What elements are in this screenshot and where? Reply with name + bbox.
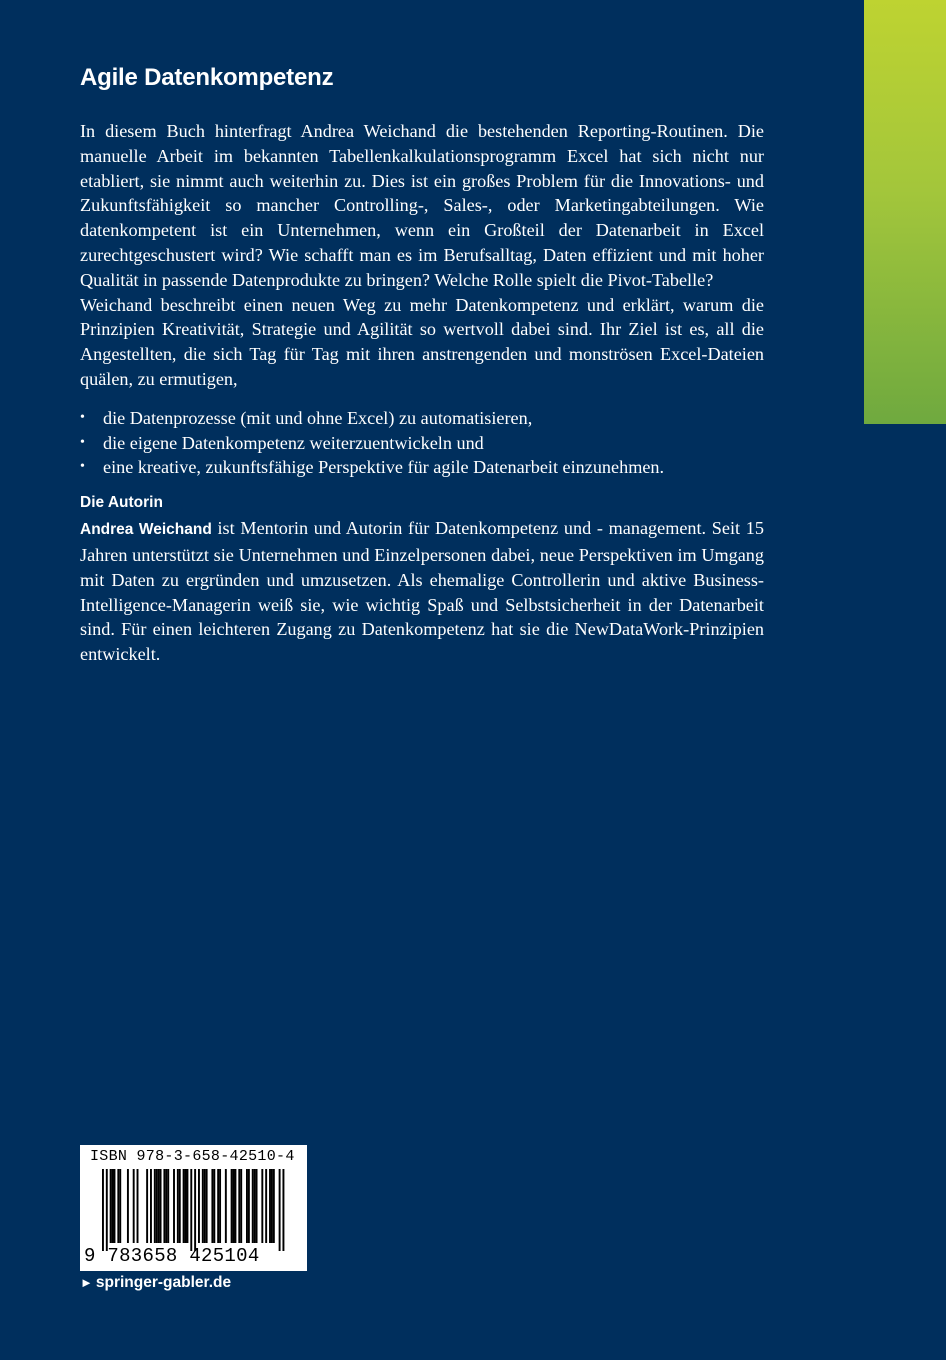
list-item: • eine kreative, zukunftsfähige Perspektive für agile Datenarbeit einzunehmen. bbox=[80, 455, 764, 480]
barcode-guard-bar bbox=[282, 1169, 284, 1251]
barcode-bar bbox=[219, 1169, 221, 1243]
list-item: • die eigene Datenkompetenz weiterzuentwickeln und bbox=[80, 431, 764, 456]
barcode-bar bbox=[117, 1169, 119, 1243]
author-bio: Andrea Weichand ist Mentorin und Autorin für Datenkompetenz und - management. Seit 15 Jahren unterstützt sie Unternehmen und Einzelpersonen dabei, neue Perspektiven im Umgang mit Daten zu ergründen und umzusetzen. Als ehemalige Controllerin und aktive Business-Intelligence-Managerin weiß sie, wie wichtig Spaß und Selbstsicherheit in der Datenarbeit sind. Für einen leichteren Zugang zu Datenkompetenz hat sie die NewDataWork-Prinzipien entwickelt. bbox=[80, 518, 764, 665]
barcode-bar bbox=[137, 1169, 139, 1243]
barcode-bar bbox=[183, 1169, 185, 1243]
barcode-guard-bar bbox=[190, 1169, 192, 1251]
barcode-bar bbox=[133, 1169, 135, 1243]
barcode-bar bbox=[213, 1169, 215, 1243]
barcode-bar bbox=[234, 1169, 236, 1243]
author-heading: Die Autorin bbox=[80, 494, 163, 512]
barcode-bar bbox=[158, 1169, 160, 1243]
barcode-bar bbox=[246, 1169, 248, 1243]
barcode-bar bbox=[119, 1169, 121, 1243]
list-item: • die Datenprozesse (mit und ohne Excel) zu automatisieren, bbox=[80, 406, 764, 431]
barcode-bar bbox=[114, 1169, 116, 1243]
paragraph-intro: In diesem Buch hinterfragt Andrea Weichand die bestehenden Reporting-Routinen. Die manuelle Arbeit im bekannten Tabellenkalkulationsprogramm Excel hat sich nicht nur etabliert, sie nimmt auch weiterhin zu. Dies ist ein großes Problem für die Innovations- und Zukunftsfähigkeit so mancher Controlling-, Sales-, oder Marketingabteilungen. Wie datenkompetent ist ein Unternehmen, wenn ein Großteil der Datenarbeit in Excel zurechtgeschustert wird? Wie schafft man es im Berufsalltag, Daten effizient und mit hoher Qualität in passende Datenprodukte zu bringen? Welche Rolle spielt die Pivot-Tabelle? bbox=[80, 121, 764, 290]
barcode-bar bbox=[154, 1169, 156, 1243]
barcode-bar bbox=[206, 1169, 208, 1243]
barcode-bar bbox=[269, 1169, 271, 1243]
barcode-bar bbox=[240, 1169, 242, 1243]
barcode-bar bbox=[256, 1169, 258, 1243]
bullet-icon: • bbox=[80, 409, 85, 425]
barcode-bar bbox=[252, 1169, 254, 1243]
barcode-bar bbox=[273, 1169, 275, 1243]
barcode-bar bbox=[238, 1169, 240, 1243]
barcode-bar bbox=[186, 1169, 188, 1243]
barcode-bar bbox=[231, 1169, 233, 1243]
accent-color-bar bbox=[864, 0, 946, 424]
barcode-guard-bar bbox=[106, 1169, 108, 1251]
barcode-bar bbox=[233, 1169, 235, 1243]
barcode-bar bbox=[217, 1169, 219, 1243]
barcode-bar bbox=[156, 1169, 158, 1243]
barcode-bar bbox=[211, 1169, 213, 1243]
barcode-bar bbox=[248, 1169, 250, 1243]
isbn-label: ISBN 978-3-658-42510-4 bbox=[90, 1148, 295, 1165]
barcode-bar bbox=[167, 1169, 169, 1243]
barcode-bar bbox=[165, 1169, 167, 1243]
barcode-bar bbox=[202, 1169, 204, 1243]
barcode-bar bbox=[110, 1169, 112, 1243]
blurb-text bbox=[80, 119, 764, 667]
bullet-icon: • bbox=[80, 459, 85, 475]
barcode-bar bbox=[146, 1169, 148, 1243]
barcode-bar bbox=[198, 1169, 200, 1243]
barcode-bar bbox=[271, 1169, 273, 1243]
barcode-bar bbox=[179, 1169, 181, 1243]
barcode-bar bbox=[225, 1169, 227, 1243]
arrow-right-icon: ► bbox=[80, 1275, 93, 1290]
barcode-bar bbox=[150, 1169, 152, 1243]
isbn-barcode bbox=[80, 1145, 307, 1271]
barcode-guard-bar bbox=[279, 1169, 281, 1251]
barcode-bar bbox=[265, 1169, 267, 1243]
barcode-bar bbox=[112, 1169, 114, 1243]
barcode-bar bbox=[163, 1169, 165, 1243]
barcode-bar bbox=[261, 1169, 263, 1243]
barcode-bar bbox=[177, 1169, 179, 1243]
barcode-bar bbox=[254, 1169, 256, 1243]
goal-list bbox=[80, 406, 764, 480]
barcode-bar bbox=[173, 1169, 175, 1243]
publisher-website-link[interactable]: ► springer-gabler.de bbox=[80, 1274, 232, 1291]
barcode-guard-bar bbox=[102, 1169, 104, 1251]
ean-digits: 9 783658 425104 bbox=[84, 1245, 260, 1267]
barcode-bar bbox=[185, 1169, 187, 1243]
paragraph-approach: Weichand beschreibt einen neuen Weg zu mehr Datenkompetenz und erklärt, warum die Prinzipien Kreativität, Strategie und Agilität so wertvoll dabei sind. Ihr Ziel ist es, all die Angestellten, die sich Tag für Tag mit ihren anstrengenden und monströsen Excel-Dateien quälen, zu ermutigen, bbox=[80, 294, 764, 389]
barcode-bar bbox=[204, 1169, 206, 1243]
author-name: Andrea Weichand bbox=[80, 521, 212, 539]
barcode-bar bbox=[160, 1169, 162, 1243]
bullet-icon: • bbox=[80, 434, 85, 450]
barcode-bar bbox=[127, 1169, 129, 1243]
book-title: Agile Datenkompetenz bbox=[80, 64, 334, 91]
barcode-guard-bar bbox=[194, 1169, 196, 1251]
